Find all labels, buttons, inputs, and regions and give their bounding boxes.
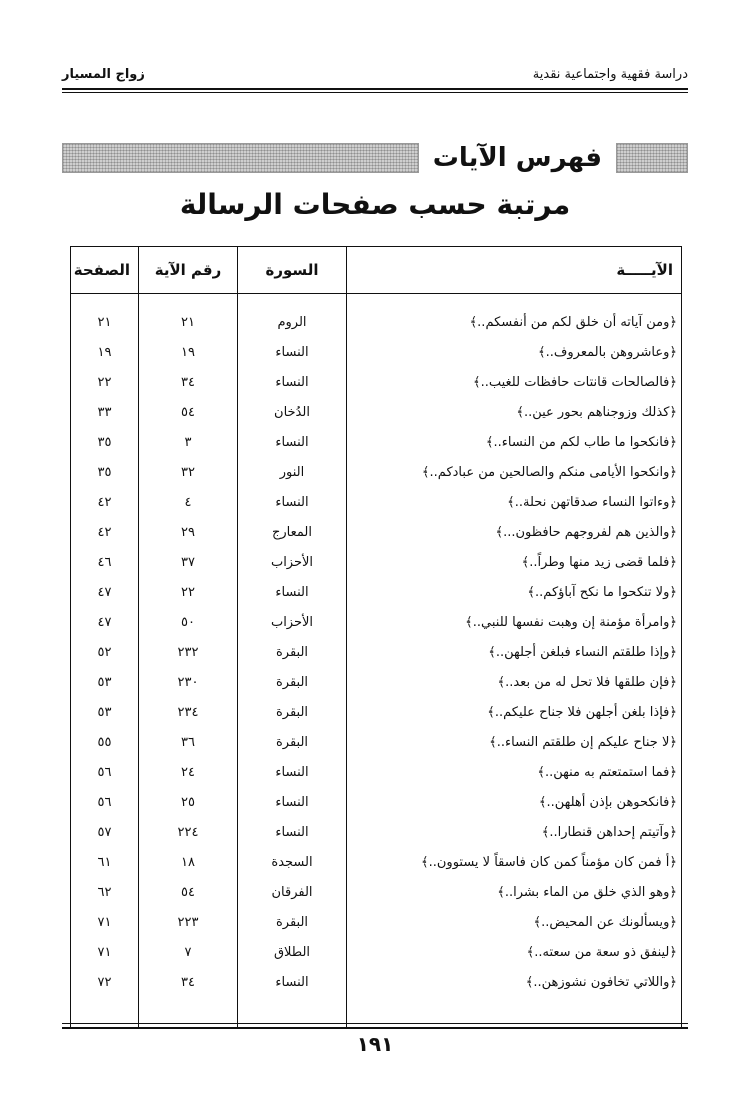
page-ref: ٥٣ [71, 668, 139, 698]
ayah-text: ﴿لينفق ذو سعة من سعته..﴾ [347, 938, 682, 968]
ayah-text: ﴿ويسألونك عن المحيض..﴾ [347, 908, 682, 938]
table-row [71, 818, 682, 848]
page-ref: ٥٥ [71, 728, 139, 758]
book-title-header: زواج المسيار [62, 66, 145, 82]
table-row [71, 728, 682, 758]
ayah-text: ﴿وآتيتم إحداهن قنطارا..﴾ [347, 818, 682, 848]
table-row [71, 308, 682, 338]
ayah-number: ٢٣٢ [139, 638, 238, 668]
verses-index-table [70, 246, 682, 1028]
surah-name: الطلاق [238, 938, 347, 968]
column-header-page: الصفحة [71, 247, 139, 294]
surah-name: البقرة [238, 728, 347, 758]
ayah-number: ٣٢ [139, 458, 238, 488]
running-header [62, 62, 688, 86]
surah-name: النساء [238, 428, 347, 458]
footer-rule [62, 1027, 688, 1029]
surah-name: البقرة [238, 698, 347, 728]
ayah-number: ٢٢٣ [139, 908, 238, 938]
ayah-number: ٥٠ [139, 608, 238, 638]
ayah-text: ﴿فانكحوهن بإذن أهلهن..﴾ [347, 788, 682, 818]
ayah-number: ٢٤ [139, 758, 238, 788]
ayah-text: ﴿فإن طلقها فلا تحل له من بعد..﴾ [347, 668, 682, 698]
ayah-number: ٢٢ [139, 578, 238, 608]
ayah-text: ﴿والذين هم لفروجهم حافظون...﴾ [347, 518, 682, 548]
hatch-bar-left [62, 143, 419, 173]
ayah-text: ﴿أ فمن كان مؤمناً كمن كان فاسقاً لا يستوون..﴾ [347, 848, 682, 878]
ayah-number: ٥٤ [139, 878, 238, 908]
header-rule [62, 88, 688, 90]
table-row [71, 428, 682, 458]
table-row [71, 548, 682, 578]
page-ref: ٣٥ [71, 458, 139, 488]
ayah-text: ﴿لا جناح عليكم إن طلقتم النساء..﴾ [347, 728, 682, 758]
column-header-ayah-number: رقم الآية [139, 247, 238, 294]
table-row [71, 338, 682, 368]
surah-name: الأحزاب [238, 548, 347, 578]
table-row [71, 458, 682, 488]
table-row [71, 788, 682, 818]
ayah-number: ٢١ [139, 308, 238, 338]
ayah-text: ﴿ومن آياته أن خلق لكم من أنفسكم..﴾ [347, 308, 682, 338]
table-body [71, 294, 682, 1028]
table-row [71, 878, 682, 908]
ayah-number: ٣٤ [139, 968, 238, 998]
page-number: ١٩١ [356, 1032, 394, 1056]
page-ref: ٦٢ [71, 878, 139, 908]
hatch-bar-right [616, 143, 688, 173]
page-ref: ٧١ [71, 908, 139, 938]
ayah-text: ﴿وهو الذي خلق من الماء بشرا..﴾ [347, 878, 682, 908]
section-title: فهرس الآيات [432, 143, 602, 173]
surah-name: النساء [238, 488, 347, 518]
table-row [71, 638, 682, 668]
table-row [71, 968, 682, 998]
page-ref: ٣٣ [71, 398, 139, 428]
ayah-text: ﴿وعاشروهن بالمعروف..﴾ [347, 338, 682, 368]
book-subtitle-header: دراسة فقهية واجتماعية نقدية [532, 66, 688, 82]
surah-name: النساء [238, 338, 347, 368]
ayah-text: ﴿وامرأة مؤمنة إن وهبت نفسها للنبي..﴾ [347, 608, 682, 638]
table-row [71, 668, 682, 698]
page-ref: ٥٢ [71, 638, 139, 668]
header-rule-thin [62, 92, 688, 93]
surah-name: البقرة [238, 908, 347, 938]
surah-name: النساء [238, 368, 347, 398]
table-row [71, 758, 682, 788]
surah-name: البقرة [238, 668, 347, 698]
table-row [71, 518, 682, 548]
ayah-number: ٣٧ [139, 548, 238, 578]
ayah-number: ١٩ [139, 338, 238, 368]
page-ref: ٤٦ [71, 548, 139, 578]
ayah-number: ٤ [139, 488, 238, 518]
table-row [71, 368, 682, 398]
surah-name: السجدة [238, 848, 347, 878]
surah-name: الدُخان [238, 398, 347, 428]
page-ref: ٥٣ [71, 698, 139, 728]
page-ref: ٥٧ [71, 818, 139, 848]
surah-name: الفرقان [238, 878, 347, 908]
ayah-number: ١٨ [139, 848, 238, 878]
column-header-ayah: الآيـــــة [347, 247, 682, 294]
surah-name: النساء [238, 578, 347, 608]
surah-name: الأحزاب [238, 608, 347, 638]
ayah-text: ﴿وإذا طلقتم النساء فبلغن أجلهن..﴾ [347, 638, 682, 668]
ayah-text: ﴿فلما قضى زيد منها وطراً..﴾ [347, 548, 682, 578]
surah-name: البقرة [238, 638, 347, 668]
ayah-number: ٧ [139, 938, 238, 968]
page-ref: ٤٧ [71, 608, 139, 638]
footer-rule-thin [62, 1023, 688, 1024]
page-ref: ٧٢ [71, 968, 139, 998]
table-spacer-row [71, 294, 682, 308]
page-ref: ٧١ [71, 938, 139, 968]
surah-name: النساء [238, 818, 347, 848]
ayah-text: ﴿فإذا بلغن أجلهن فلا جناح عليكم..﴾ [347, 698, 682, 728]
ayah-text: ﴿وانكحوا الأيامى منكم والصالحين من عبادكم..﴾ [347, 458, 682, 488]
table-row [71, 848, 682, 878]
page-ref: ٥٦ [71, 788, 139, 818]
ayah-text: ﴿فالصالحات قانتات حافظات للغيب..﴾ [347, 368, 682, 398]
page-ref: ٢٢ [71, 368, 139, 398]
surah-name: النساء [238, 968, 347, 998]
page-ref: ٥٦ [71, 758, 139, 788]
ayah-text: ﴿واللاتي تخافون نشوزهن..﴾ [347, 968, 682, 998]
table-header-row [71, 247, 682, 294]
ayah-text: ﴿فانكحوا ما طاب لكم من النساء..﴾ [347, 428, 682, 458]
page-ref: ٤٧ [71, 578, 139, 608]
column-header-surah: السورة [238, 247, 347, 294]
table-row [71, 908, 682, 938]
surah-name: المعارج [238, 518, 347, 548]
ayah-number: ٢٣٠ [139, 668, 238, 698]
page-ref: ٤٢ [71, 518, 139, 548]
table-row [71, 488, 682, 518]
ayah-number: ٣ [139, 428, 238, 458]
ayah-number: ٢٥ [139, 788, 238, 818]
table-row [71, 608, 682, 638]
page-ref: ٤٢ [71, 488, 139, 518]
ayah-text: ﴿فما استمتعتم به منهن..﴾ [347, 758, 682, 788]
ayah-number: ٣٤ [139, 368, 238, 398]
surah-name: النور [238, 458, 347, 488]
table-row [71, 938, 682, 968]
ayah-number: ٢٩ [139, 518, 238, 548]
ayah-number: ٣٦ [139, 728, 238, 758]
ayah-text: ﴿كذلك وزوجناهم بحور عين..﴾ [347, 398, 682, 428]
table-row [71, 398, 682, 428]
page-ref: ١٩ [71, 338, 139, 368]
ayah-number: ٥٤ [139, 398, 238, 428]
page-subtitle: مرتبة حسب صفحات الرسالة [179, 188, 571, 221]
surah-name: النساء [238, 758, 347, 788]
surah-name: الروم [238, 308, 347, 338]
ayah-text: ﴿وءاتوا النساء صدقاتهن نحلة..﴾ [347, 488, 682, 518]
page-ref: ٣٥ [71, 428, 139, 458]
page-ref: ٦١ [71, 848, 139, 878]
ayah-number: ٢٣٤ [139, 698, 238, 728]
ayah-text: ﴿ولا تنكحوا ما نكح آباؤكم..﴾ [347, 578, 682, 608]
section-title-band [62, 141, 688, 175]
surah-name: النساء [238, 788, 347, 818]
table-row [71, 578, 682, 608]
page-ref: ٢١ [71, 308, 139, 338]
ayah-number: ٢٢٤ [139, 818, 238, 848]
table-row [71, 698, 682, 728]
